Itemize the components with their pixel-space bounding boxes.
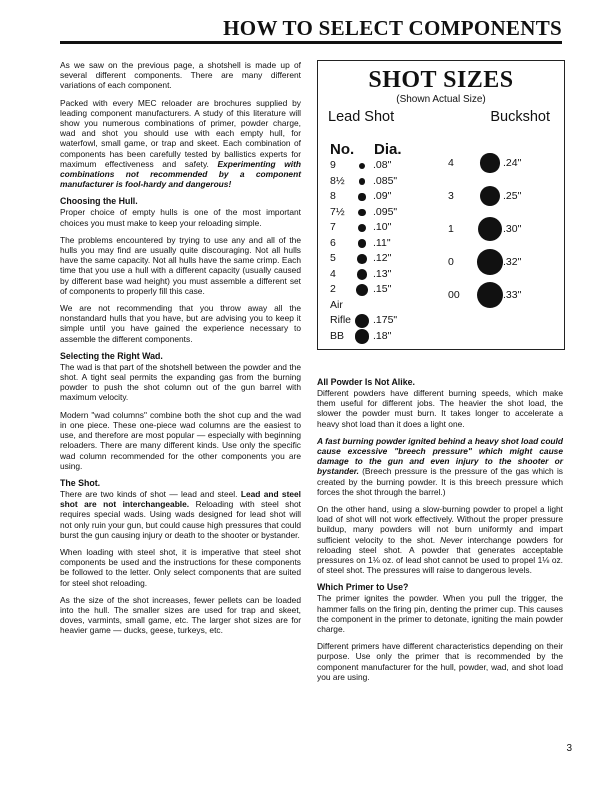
lead-shot-diameter: .08": [373, 159, 392, 171]
lead-shot-number: 2: [330, 283, 336, 295]
lead-shot-row: [318, 159, 438, 173]
buckshot-diameter: .33": [503, 289, 522, 301]
lead-pellet: [358, 193, 365, 200]
right-paragraph: [317, 641, 563, 682]
left-paragraph: [60, 235, 301, 296]
left-column: [60, 60, 301, 643]
body-text: Reloading with steel shot requires special wads. Using wads designed for lead shot will not only ruin your gun, but could cause high pressures that could burst the gun causing injury or death to the shooter or bystander.: [60, 499, 301, 540]
body-text: Different primers have different characteristics depending on their purpose. Use only the primer that is recommended by the component manufacturer for the hull, powder, wad, and shot load you are using.: [317, 641, 563, 682]
lead-pellet: [358, 209, 366, 217]
buckshot-pellet: [480, 153, 499, 172]
body-text: The primer ignites the powder. When you pull the trigger, the hammer falls on the firing pin, denting the primer cup. This causes the component in the primer to detonate, igniting the main powder charge.: [317, 593, 563, 635]
body-text: Packed with every MEC reloader are brochures supplied by leading component manufacturers. A study of this literature will show you numerous combinations of primer, powder charge, wad and shot you should use with each empty hull, for waterfowl, small game, or trap and skeet. Each combination of components has been carefully tested by ballistics experts for maximum effectiveness and safety.: [60, 97, 301, 169]
right-paragraph: [317, 504, 563, 575]
body-text: As the size of the shot increases, fewer pellets can be loaded into the hull. The smaller sizes are used for trap and skeet, doves, varmints, small game, etc. The larger shot sizes are for heavier game — ducks, geese, turkeys, etc.: [60, 594, 301, 636]
lead-shot-number: Rifle: [330, 314, 352, 326]
buckshot-row: [448, 219, 558, 241]
page-number: 3: [566, 743, 572, 754]
buckshot-pellet: [480, 186, 500, 206]
lead-pellet: [356, 284, 368, 296]
lead-shot-diameter: .10": [373, 221, 392, 233]
right-heading: All Powder Is Not Alike.: [317, 377, 415, 387]
lead-pellet: [355, 314, 369, 328]
bold-text: Lead and steel shot are not interchangeable.: [60, 488, 301, 510]
left-paragraph: [60, 362, 301, 403]
lead-shot-diameter: .13": [373, 267, 392, 280]
lead-shot-number: 8: [330, 190, 336, 202]
right-paragraph: [317, 436, 563, 497]
buckshot-row: [448, 285, 558, 307]
lead-shot-row: [318, 175, 438, 189]
buckshot-row: [448, 153, 558, 175]
lead-shot-diameter: .12": [373, 252, 392, 264]
left-heading: Selecting the Right Wad.: [60, 350, 163, 361]
buckshot-number: 3: [448, 190, 454, 202]
left-heading: Choosing the Hull.: [60, 196, 138, 207]
lead-pellet: [357, 269, 367, 279]
lead-pellet: [359, 163, 365, 169]
body-text: (Breech pressure is the pressure of the gas which is created by the burning powder. It is this breech pressure which forces the shot through the barrel.): [317, 466, 563, 497]
lead-shot-row: [318, 268, 438, 282]
right-column: [317, 377, 563, 689]
italic-text: Never: [440, 534, 463, 545]
shot-sizes-subtitle: (Shown Actual Size): [396, 94, 486, 105]
lead-shot-row: [318, 299, 438, 313]
lead-shot-number: 4: [330, 267, 336, 280]
buckshot-diameter: .24": [503, 157, 522, 169]
buckshot-pellet: [477, 249, 503, 275]
lead-shot-number: BB: [330, 329, 345, 342]
left-paragraph: [60, 489, 301, 540]
title-rule: [60, 41, 562, 44]
buckshot-number: 4: [448, 157, 454, 169]
number-heading: No.: [330, 141, 355, 158]
lead-shot-diameter: .09": [373, 190, 392, 202]
buckshot-number: 0: [448, 256, 454, 268]
body-text: We are not recommending that you throw away all the nonstandard hulls that you have, but are advising you to keep it simple until you have gained the experience necessary to assemble the different components.: [60, 303, 301, 344]
emphasis-text: Experimenting with combinations not recommended by a component manufacturer is fool-hardy and dangerous!: [60, 158, 301, 190]
buckshot-diameter: .30": [503, 223, 522, 235]
body-text: Proper choice of empty hulls is one of the most important choices you must make to keep your reloading simple.: [60, 207, 301, 228]
buckshot-row: [448, 186, 558, 208]
lead-shot-number: 5: [330, 252, 336, 264]
left-paragraph: [60, 60, 301, 91]
buckshot-diameter: .32": [503, 256, 522, 268]
shot-sizes-box: [317, 60, 565, 350]
body-text: The wad is that part of the shotshell between the powder and the shot. A tight seal permits the expanding gas from the burning powder to push the shot column out of the gun barrel with maximum velocity.: [60, 361, 301, 403]
body-text: When loading with steel shot, it is imperative that steel shot components be used and the instructions for these components be followed to the letter. Only select components that are suited for steel shot reloading.: [60, 546, 301, 588]
left-paragraph: [60, 303, 301, 344]
emphasis-text: A fast burning powder ignited behind a heavy shot load could cause excessive "breech pressure" which might cause damage to the gun and even injury to the shooter or bystander.: [317, 435, 563, 477]
buckshot-number: 1: [448, 223, 454, 235]
buckshot-row: [448, 252, 558, 274]
right-paragraph: [317, 593, 563, 634]
lead-shot-row: [318, 206, 438, 220]
body-text: interchange powders for reloading steel shot. A powder that generates acceptable pressures on 1⅛ oz. of lead shot cannot be used to propel 1⅛ oz. of steel shot. The pressures will raise to dangerous levels.: [317, 534, 563, 576]
shot-sizes-title: SHOT SIZES: [368, 67, 514, 93]
right-paragraph: [317, 388, 563, 429]
buckshot-pellet: [478, 217, 502, 241]
lead-shot-number: 8½: [330, 174, 345, 187]
lead-shot-number: 7½: [330, 205, 345, 218]
left-paragraph: [60, 207, 301, 227]
lead-shot-row: [318, 252, 438, 266]
right-heading: Which Primer to Use?: [317, 582, 409, 593]
diameter-heading: Dia.: [374, 141, 402, 158]
lead-shot-number: 6: [330, 236, 336, 249]
lead-pellet: [358, 224, 366, 232]
lead-shot-row: [318, 221, 438, 235]
lead-shot-row: [318, 190, 438, 204]
lead-shot-heading: Lead Shot: [328, 109, 395, 125]
buckshot-heading: Buckshot: [490, 109, 550, 125]
body-text: The problems encountered by trying to use any and all of the hulls you may find are usually quite discouraging. Not all hulls have the same capacity. Not all hulls have the same crimp. Each time that you use a hull with a different capacity (usually caused by different base wad height) you must assemble a different set of components to properly fill this case.: [60, 234, 301, 296]
lead-shot-number: 9: [330, 159, 336, 171]
buckshot-number: 00: [448, 289, 460, 301]
lead-shot-diameter: .095": [373, 205, 398, 218]
lead-shot-row: [318, 237, 438, 251]
lead-shot-number: 7: [330, 221, 336, 233]
left-paragraph: [60, 410, 301, 471]
body-text: Different powders have different burning speeds, which make them useful for different jobs. The heavier the shot load, the slower the powder must burn. It takes longer to accelerate a heavy shot load than it does a light one.: [317, 388, 563, 429]
lead-shot-row: [318, 283, 438, 297]
lead-shot-diameter: .18": [373, 329, 392, 342]
lead-shot-row: [318, 330, 438, 344]
lead-shot-diameter: .15": [373, 283, 392, 295]
buckshot-pellet: [477, 282, 503, 308]
lead-shot-number: Air: [330, 298, 343, 311]
lead-shot-diameter: .175": [373, 314, 398, 326]
lead-pellet: [358, 239, 367, 248]
body-text: On the other hand, using a slow-burning powder to propel a light load of shot will not work effectively. Without the proper pressure buildup, many powders will not burn uniformly and impart sufficient velocity to the shot.: [317, 504, 563, 545]
body-text: Modern "wad columns" combine both the shot cup and the wad in one piece. These one-piece wad columns are the easiest to use, and therefore are most popular — especially with beginning reloaders. There are many different kinds. Use only the specific wad column recommended for the other components you are using.: [60, 409, 301, 471]
lead-pellet: [357, 254, 367, 264]
body-text: As we saw on the previous page, a shotshell is made up of several different components. There are many different variations of each component.: [60, 60, 301, 91]
left-paragraph: [60, 547, 301, 588]
left-paragraph: [60, 595, 301, 636]
left-paragraph: [60, 98, 301, 190]
lead-shot-diameter: .085": [373, 174, 398, 187]
lead-shot-diameter: .11": [373, 236, 391, 249]
lead-shot-row: [318, 314, 438, 328]
page-title: HOW TO SELECT COMPONENTS: [223, 16, 562, 40]
body-text: There are two kinds of shot — lead and steel.: [60, 488, 238, 499]
left-heading: The Shot.: [60, 477, 101, 488]
lead-pellet: [359, 178, 366, 185]
buckshot-diameter: .25": [503, 190, 522, 202]
lead-pellet: [355, 329, 369, 343]
